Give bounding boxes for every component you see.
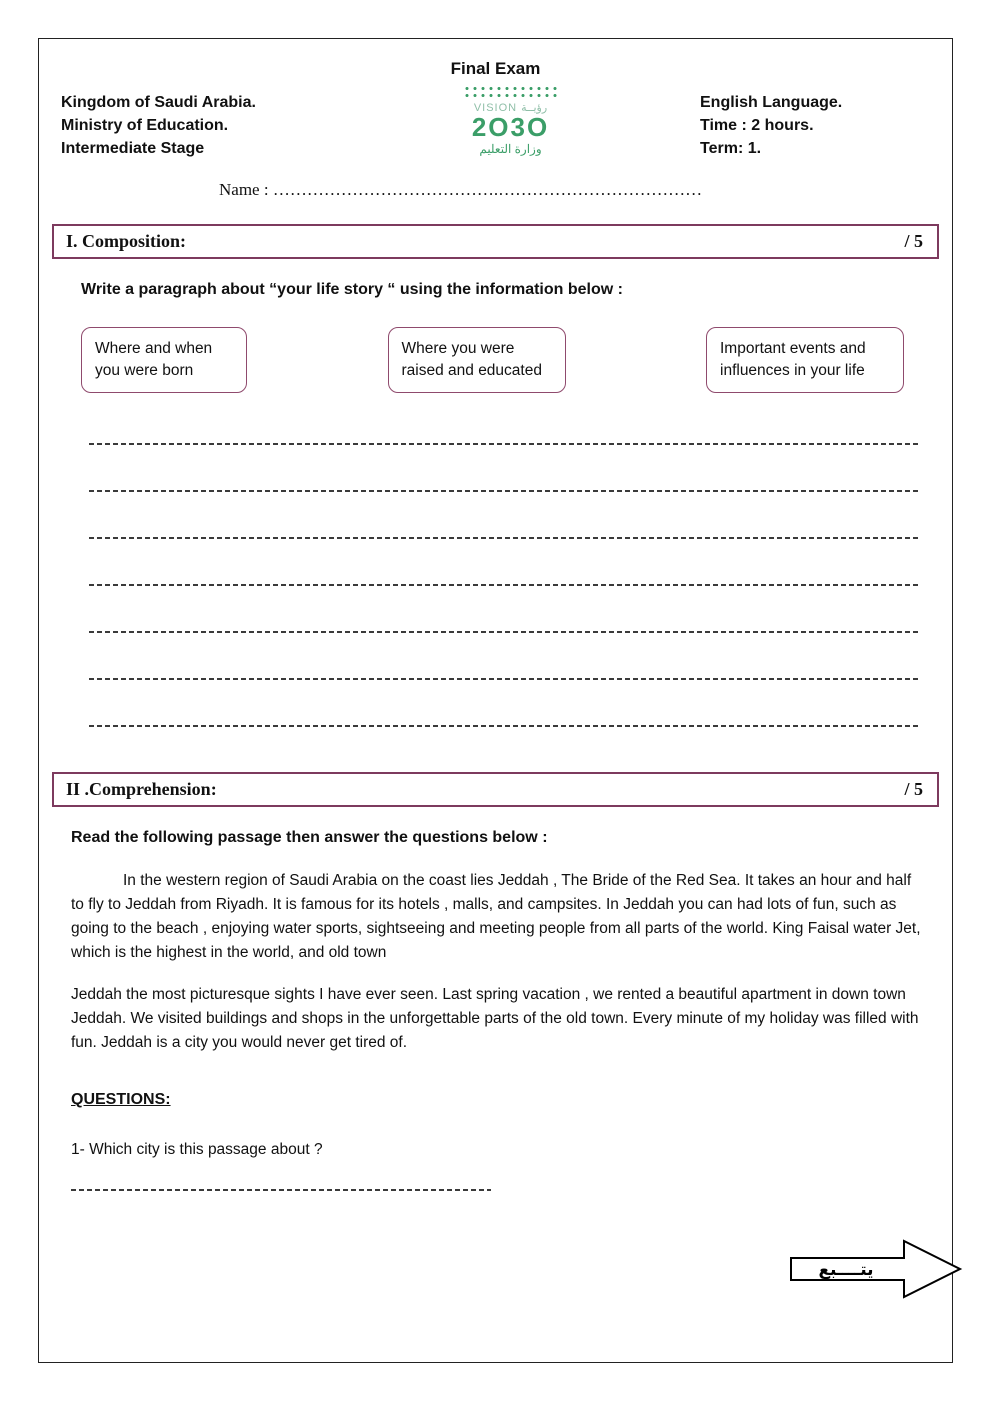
composition-heading-label: I. Composition:: [66, 231, 187, 251]
passage-paragraph-1: In the western region of Saudi Arabia on the coast lies Jeddah , The Bride of the Red Sea. It takes an hour and half to fly to Jeddah from Riyadh. It is famous for its hotels , malls, and campsites. In Jeddah you can had lots of fun, such as going to the beach , enjoying water sports, sightseeing and meeting people from all parts of the world. King Faisal water Jet, which is the highest in the world, and old town: [71, 872, 921, 961]
writing-line: [89, 725, 919, 727]
writing-line: [89, 631, 919, 633]
header-stage: Intermediate Stage: [61, 140, 205, 157]
writing-line: [89, 490, 919, 492]
questions-label: QUESTIONS:: [71, 1091, 171, 1108]
exam-title: Final Exam: [450, 59, 541, 78]
writing-line: [89, 584, 919, 586]
exam-header: [61, 91, 930, 160]
header-time: Time : 2 hours.: [700, 117, 814, 134]
comprehension-heading-label: II .Comprehension:: [66, 779, 217, 799]
hint-box-born: Where and when you were born: [81, 327, 247, 393]
hint-box-raised: Where you were raised and educated: [388, 327, 566, 393]
question-1-answer-line: [71, 1189, 491, 1191]
header-right: [700, 91, 930, 160]
header-term: Term: 1.: [700, 140, 762, 157]
continue-arrow: [788, 1236, 964, 1307]
name-line: Name : ………………………………….………………………………: [219, 180, 703, 199]
question-1: 1- Which city is this passage about ?: [71, 1141, 323, 1158]
continue-arrow-label: يتــــبع: [818, 1260, 874, 1280]
passage-paragraph-2: Jeddah the most picturesque sights I have ever seen. Last spring vacation , we rented a beautiful apartment in down town Jeddah. We visited buildings and shops in the unforgettable parts of the old town. Every minute of my holiday was filled with fun. Jeddah is a city you would never get tired of.: [71, 986, 919, 1051]
writing-line: [89, 678, 919, 680]
logo-dots-decoration: [463, 85, 559, 99]
writing-line: [89, 443, 919, 445]
composition-section-heading: [52, 224, 939, 259]
composition-score: / 5: [904, 231, 923, 251]
composition-writing-lines: [89, 443, 919, 727]
header-kingdom: Kingdom of Saudi Arabia.: [61, 94, 256, 111]
page-border: [38, 38, 953, 1363]
vision-2030-logo: [431, 85, 591, 156]
logo-ministry-arabic: وزارة التعليم: [479, 142, 542, 156]
composition-instruction: Write a paragraph about “your life story “ using the information below :: [81, 281, 623, 298]
hint-boxes-row: [81, 327, 904, 393]
comprehension-instruction: Read the following passage then answer the questions below :: [71, 829, 548, 846]
header-subject: English Language.: [700, 94, 843, 111]
continue-arrow-shape: [788, 1236, 964, 1302]
comprehension-section-heading: [52, 772, 939, 807]
header-ministry: Ministry of Education.: [61, 117, 229, 134]
logo-year: 2O3O: [471, 112, 550, 142]
writing-line: [89, 537, 919, 539]
hint-box-events: Important events and influences in your life: [706, 327, 904, 393]
header-left: [61, 91, 321, 160]
logo-vision-label: VISION رؤيــة: [473, 102, 548, 114]
comprehension-score: / 5: [904, 779, 923, 799]
